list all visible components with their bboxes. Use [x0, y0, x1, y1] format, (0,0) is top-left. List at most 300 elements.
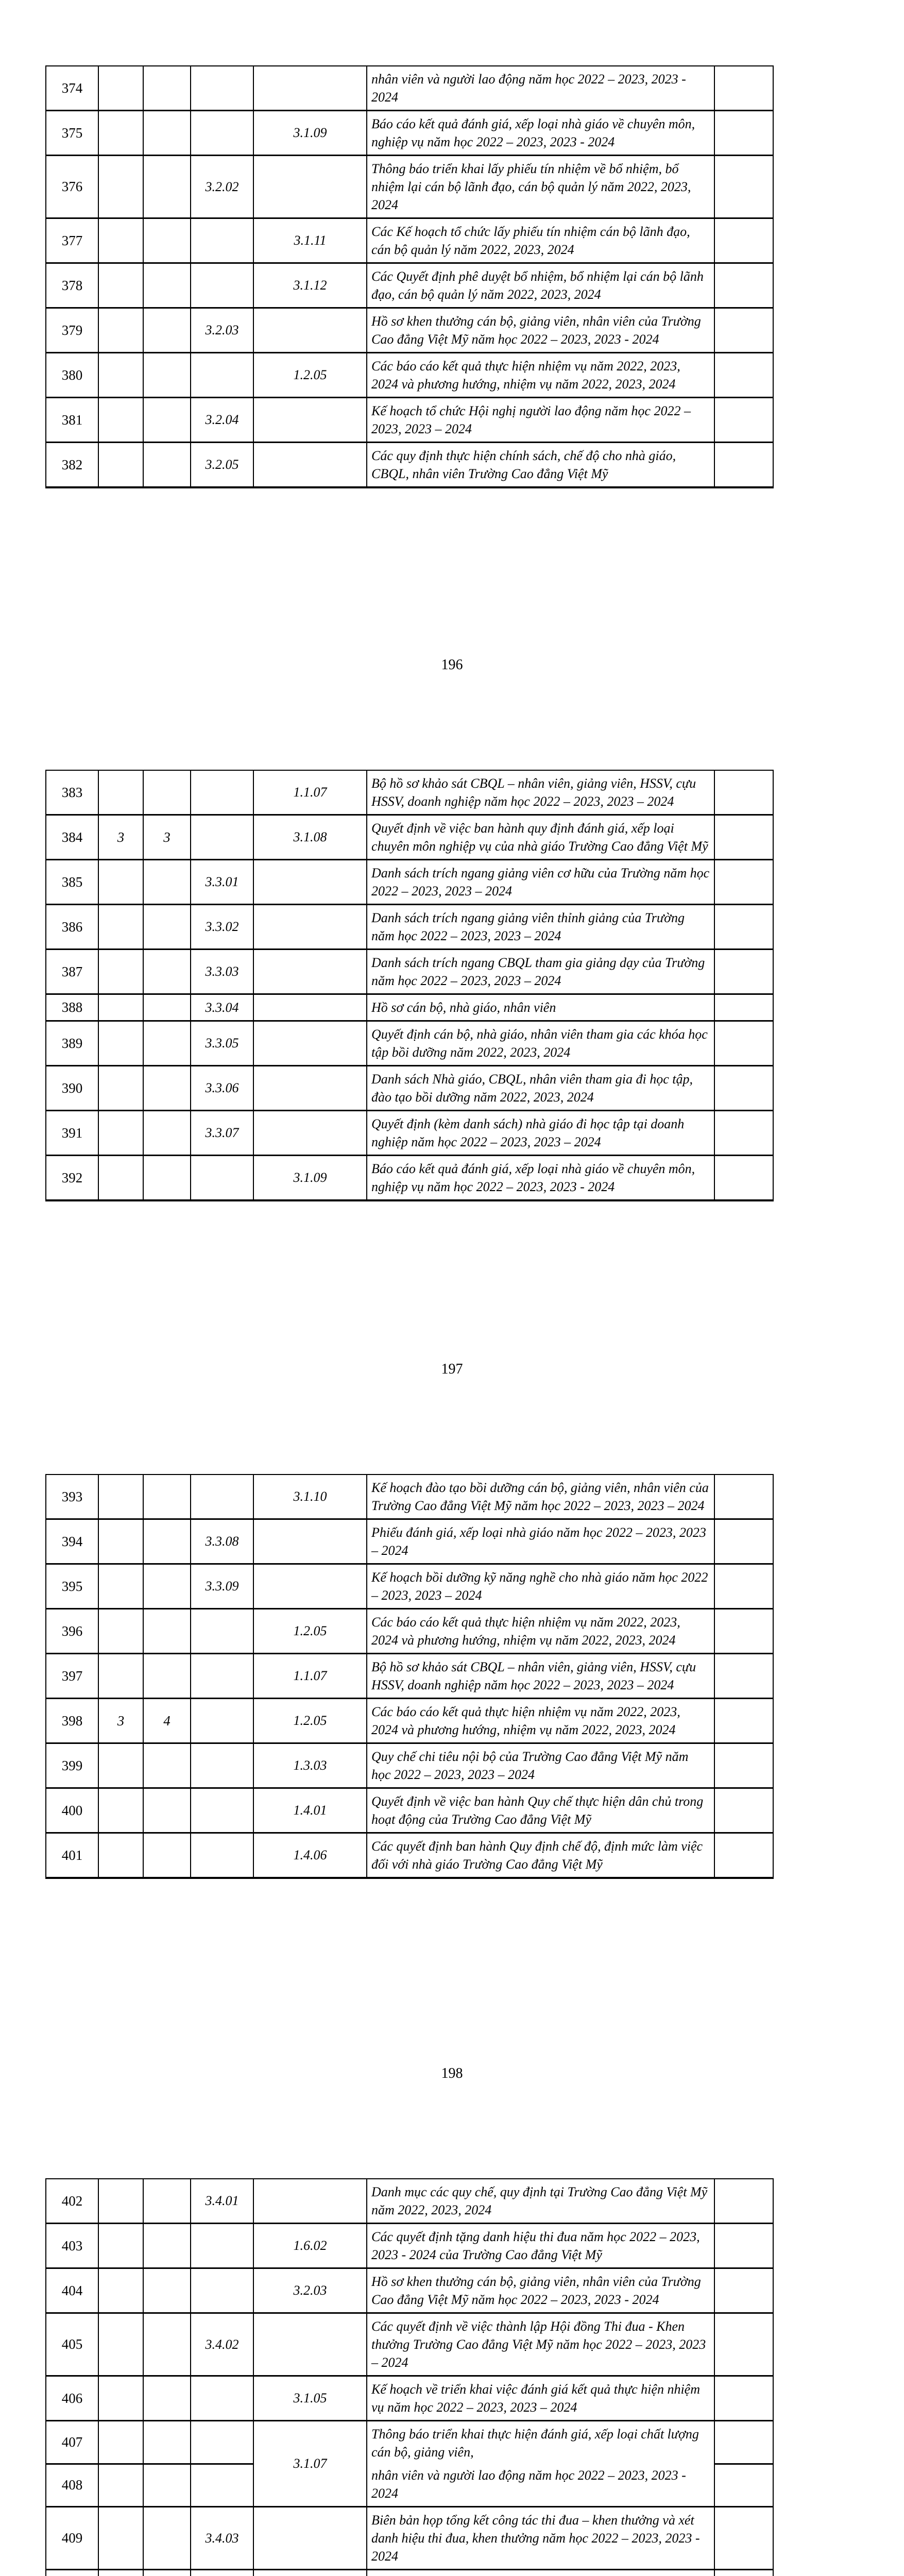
row-number-cell: 387 [46, 950, 98, 994]
row-number-cell: 402 [46, 2179, 98, 2224]
evidence-code-cell-left [191, 2376, 253, 2421]
note-cell [714, 2313, 773, 2376]
criterion-number-cell [143, 263, 191, 308]
table-row [46, 66, 773, 111]
evidence-description-cell [367, 905, 714, 950]
table-row [46, 1066, 773, 1111]
criterion-number-cell [143, 1833, 191, 1878]
table-row [46, 156, 773, 218]
row-number-cell: 383 [46, 770, 98, 815]
table-row [46, 2268, 773, 2313]
table-row [46, 308, 773, 353]
description-paragraph: Quyết định (kèm danh sách) nhà giáo đi học tập tại doanh nghiệp năm học 2022 – 2023, 2023 – 2024 [371, 1115, 710, 1151]
evidence-description-cell [367, 2507, 714, 2570]
criterion-number-cell [143, 1021, 191, 1066]
standard-number-cell: 3 [98, 1699, 143, 1743]
standard-number-cell [98, 860, 143, 905]
evidence-description-cell [367, 2313, 714, 2376]
row-number-cell: 401 [46, 1833, 98, 1878]
criterion-number-cell [143, 2376, 191, 2421]
document-page-197 [0, 770, 904, 1409]
table-row [46, 263, 773, 308]
page-number: 197 [0, 1361, 904, 1378]
evidence-code-cell-right: 1.4.01 [253, 1788, 367, 1833]
description-paragraph: Các Kế hoạch tổ chức lấy phiếu tín nhiệm cán bộ lãnh đạo, cán bộ quản lý năm 2022, 2023, 2024 [371, 223, 710, 259]
evidence-code-cell-left: 3.4.03 [191, 2507, 253, 2570]
description-paragraph: Quyết định cán bộ, nhà giáo, nhân viên tham gia các khóa học tập bồi dưỡng năm 2022, 2023, 2024 [371, 1025, 710, 1061]
description-paragraph: Hồ sơ khen thưởng cán bộ, giảng viên, nhân viên của Trường Cao đẳng Việt Mỹ năm học 2022 – 2023, 2023 - 2024 [371, 2273, 710, 2309]
evidence-description-cell [367, 111, 714, 156]
standard-number-cell [98, 1111, 143, 1156]
table-row [46, 1743, 773, 1788]
row-number-cell: 407 [46, 2421, 98, 2464]
standard-number-cell [98, 770, 143, 815]
standard-number-cell [98, 950, 143, 994]
note-cell [714, 443, 773, 488]
note-cell [714, 950, 773, 994]
row-number-cell: 394 [46, 1519, 98, 1564]
description-paragraph: Các quyết định ban hành Quy định chế độ, định mức làm việc đối với nhà giáo Trường Cao đẳng Việt Mỹ [371, 1837, 710, 1873]
table-row [46, 443, 773, 488]
evidence-code-cell-left: 3.4.02 [191, 2313, 253, 2376]
note-cell [714, 218, 773, 263]
evidence-code-cell-left [191, 1788, 253, 1833]
evidence-code-cell-left [191, 1475, 253, 1519]
standard-number-cell [98, 1519, 143, 1564]
criterion-number-cell [143, 111, 191, 156]
table-row [46, 1654, 773, 1699]
evidence-code-cell-left: 3.3.02 [191, 905, 253, 950]
evidence-code-cell-right [253, 2179, 367, 2224]
row-number-cell: 390 [46, 1066, 98, 1111]
evidence-code-cell-right: 1.2.05 [253, 1699, 367, 1743]
row-number-cell: 382 [46, 443, 98, 488]
standard-number-cell [98, 2224, 143, 2268]
standard-number-cell [98, 1743, 143, 1788]
evidence-list-table [45, 65, 774, 488]
row-number-cell: 388 [46, 994, 98, 1021]
note-cell [714, 1519, 773, 1564]
table-row [46, 1111, 773, 1156]
evidence-code-cell-left [191, 2268, 253, 2313]
criterion-number-cell [143, 2224, 191, 2268]
note-cell [714, 1066, 773, 1111]
criterion-number-cell [143, 1111, 191, 1156]
standard-number-cell [98, 2464, 143, 2507]
page-number: 198 [0, 2065, 904, 2082]
evidence-description-cell [367, 2570, 714, 2576]
note-cell [714, 770, 773, 815]
evidence-code-cell-left: 3.3.07 [191, 1111, 253, 1156]
criterion-number-cell [143, 1519, 191, 1564]
row-number-cell: 403 [46, 2224, 98, 2268]
criterion-number-cell [143, 2464, 191, 2507]
note-cell [714, 156, 773, 218]
table-row [46, 2179, 773, 2224]
row-number-cell: 399 [46, 1743, 98, 1788]
evidence-description-cell [367, 2268, 714, 2313]
evidence-code-cell-right [253, 1564, 367, 1609]
description-paragraph: Các quyết định về việc thành lập Hội đồng Thi đua - Khen thưởng Trường Cao đẳng Việt Mỹ năm học 2022 – 2023, 2023 – 2024 [371, 2317, 710, 2371]
evidence-code-cell-left: 3.4.01 [191, 2179, 253, 2224]
evidence-code-cell-right: 1.1.07 [253, 770, 367, 815]
page-number: 196 [0, 657, 904, 673]
table-row [46, 2570, 773, 2576]
evidence-description-cell [367, 218, 714, 263]
evidence-code-cell-right: 1.1.07 [253, 1654, 367, 1699]
evidence-description-cell [367, 1743, 714, 1788]
evidence-description-cell [367, 1021, 714, 1066]
evidence-description-cell [367, 1788, 714, 1833]
note-cell [714, 263, 773, 308]
criterion-number-cell [143, 1066, 191, 1111]
standard-number-cell [98, 2507, 143, 2570]
description-paragraph: Quyết định về việc ban hành Quy chế thực hiện dân chủ trong hoạt động của Trường Cao đẳng Việt Mỹ [371, 1792, 710, 1828]
evidence-code-cell-right: 1.2.05 [253, 353, 367, 398]
note-cell [714, 2179, 773, 2224]
evidence-code-cell-right: 3.1.08 [253, 815, 367, 860]
evidence-code-cell-right [253, 905, 367, 950]
standard-number-cell [98, 1066, 143, 1111]
evidence-code-cell-right: 1.3.03 [253, 1743, 367, 1788]
evidence-code-cell-left [191, 1156, 253, 1201]
standard-number-cell [98, 1833, 143, 1878]
criterion-number-cell [143, 1475, 191, 1519]
table-row [46, 1788, 773, 1833]
standard-number-cell [98, 156, 143, 218]
table-row [46, 1021, 773, 1066]
evidence-code-cell-right: 3.1.07 [253, 2421, 367, 2507]
criterion-number-cell [143, 2268, 191, 2313]
evidence-description-cell [367, 443, 714, 488]
evidence-code-cell-left: 3.2.05 [191, 443, 253, 488]
evidence-description-cell [367, 1111, 714, 1156]
document-page-198 [0, 1474, 904, 2113]
evidence-code-cell-right: 3.1.09 [253, 111, 367, 156]
evidence-code-cell-left [191, 2464, 253, 2507]
note-cell [714, 2268, 773, 2313]
evidence-code-cell-left: 3.3.01 [191, 860, 253, 905]
note-cell [714, 2570, 773, 2576]
evidence-code-cell-right: 3.1.11 [253, 218, 367, 263]
evidence-code-cell-right: 3.1.12 [253, 263, 367, 308]
evidence-code-cell-right [253, 950, 367, 994]
description-paragraph: Các báo cáo kết quả thực hiện nhiệm vụ năm 2022, 2023, 2024 và phương hướng, nhiệm vụ năm 2022, 2023, 2024 [371, 1703, 710, 1739]
document-page-199 [0, 2178, 904, 2576]
standard-number-cell [98, 308, 143, 353]
evidence-code-cell-left [191, 1609, 253, 1654]
description-paragraph: Báo cáo kết quả đánh giá, xếp loại nhà giáo về chuyên môn, nghiệp vụ năm học 2022 – 2023, 2023 - 2024 [371, 1160, 710, 1196]
standard-number-cell [98, 2179, 143, 2224]
evidence-code-cell-right [253, 1066, 367, 1111]
note-cell [714, 1788, 773, 1833]
row-number-cell: 408 [46, 2464, 98, 2507]
row-number-cell: 379 [46, 308, 98, 353]
evidence-description-cell [367, 263, 714, 308]
note-cell [714, 398, 773, 443]
standard-number-cell [98, 1021, 143, 1066]
row-number-cell: 374 [46, 66, 98, 111]
evidence-code-cell-left: 3.3.03 [191, 950, 253, 994]
row-number-cell: 384 [46, 815, 98, 860]
evidence-code-cell-left [191, 2570, 253, 2576]
note-cell [714, 1654, 773, 1699]
note-cell [714, 2464, 773, 2507]
standard-number-cell: 3 [98, 815, 143, 860]
evidence-code-cell-left [191, 1699, 253, 1743]
description-paragraph: Thông báo triển khai lấy phiếu tín nhiệm về bổ nhiệm, bổ nhiệm lại cán bộ lãnh đạo, cán bộ quản lý năm 2022, 2023, 2024 [371, 160, 710, 214]
description-paragraph: Hồ sơ cán bộ, nhà giáo, nhân viên [371, 998, 710, 1016]
criterion-number-cell [143, 1609, 191, 1654]
standard-number-cell [98, 443, 143, 488]
evidence-description-cell [367, 1564, 714, 1609]
evidence-code-cell-right: 3.1.05 [253, 2376, 367, 2421]
evidence-code-cell-left [191, 111, 253, 156]
criterion-number-cell [143, 905, 191, 950]
note-cell [714, 308, 773, 353]
row-number-cell: 396 [46, 1609, 98, 1654]
evidence-code-cell-right [253, 443, 367, 488]
table-row [46, 1564, 773, 1609]
evidence-code-cell-left: 3.3.05 [191, 1021, 253, 1066]
criterion-number-cell [143, 2570, 191, 2576]
standard-number-cell [98, 2376, 143, 2421]
evidence-description-cell [367, 1654, 714, 1699]
note-cell [714, 994, 773, 1021]
evidence-code-cell-left [191, 2224, 253, 2268]
row-number-cell: 404 [46, 2268, 98, 2313]
evidence-code-cell-right [253, 1519, 367, 1564]
description-paragraph: Các báo cáo kết quả thực hiện nhiệm vụ năm 2022, 2023, 2024 và phương hướng, nhiệm vụ năm 2022, 2023, 2024 [371, 1613, 710, 1649]
table-row [46, 1156, 773, 1201]
standard-number-cell [98, 1609, 143, 1654]
row-number-cell: 385 [46, 860, 98, 905]
evidence-description-cell [367, 1609, 714, 1654]
note-cell [714, 815, 773, 860]
note-cell [714, 2421, 773, 2464]
criterion-number-cell [143, 2421, 191, 2464]
evidence-description-cell [367, 1699, 714, 1743]
table-row [46, 905, 773, 950]
evidence-description-cell [367, 66, 714, 111]
description-paragraph: Kế hoạch bồi dưỡng kỹ năng nghề cho nhà giáo năm học 2022 – 2023, 2023 – 2024 [371, 1568, 710, 1604]
evidence-code-cell-left: 3.3.06 [191, 1066, 253, 1111]
description-paragraph: Báo cáo kết quả đánh giá, xếp loại nhà giáo về chuyên môn, nghiệp vụ năm học 2022 – 2023, 2023 - 2024 [371, 115, 710, 151]
description-paragraph [371, 2574, 710, 2576]
standard-number-cell [98, 398, 143, 443]
table-row [46, 398, 773, 443]
evidence-code-cell-right [253, 2313, 367, 2376]
description-paragraph: Các báo cáo kết quả thực hiện nhiệm vụ năm 2022, 2023, 2024 và phương hướng, nhiệm vụ năm 2022, 2023, 2024 [371, 357, 710, 393]
table-row [46, 815, 773, 860]
evidence-code-cell-right: 3.1.10 [253, 1475, 367, 1519]
description-paragraph: Danh sách trích ngang CBQL tham gia giảng dạy của Trường năm học 2022 – 2023, 2023 – 2024 [371, 954, 710, 990]
evidence-description-cell [367, 2421, 714, 2507]
note-cell [714, 1699, 773, 1743]
row-number-cell: 393 [46, 1475, 98, 1519]
evidence-code-cell-right [253, 994, 367, 1021]
evidence-code-cell-right: 1.4.06 [253, 1833, 367, 1878]
document-page-196 [0, 65, 904, 704]
standard-number-cell [98, 2570, 143, 2576]
standard-number-cell [98, 905, 143, 950]
evidence-code-cell-left: 3.3.04 [191, 994, 253, 1021]
evidence-code-cell-right: 1.2.05 [253, 1609, 367, 1654]
description-paragraph: Các quy định thực hiện chính sách, chế độ cho nhà giáo, CBQL, nhân viên Trường Cao đẳng Việt Mỹ [371, 447, 710, 483]
description-paragraph: Danh mục các quy chế, quy định tại Trường Cao đẳng Việt Mỹ năm 2022, 2023, 2024 [371, 2183, 710, 2219]
table-row [46, 860, 773, 905]
criterion-number-cell [143, 1654, 191, 1699]
evidence-description-cell [367, 2224, 714, 2268]
evidence-code-cell-right [253, 308, 367, 353]
evidence-code-cell-left [191, 770, 253, 815]
row-number-cell: 389 [46, 1021, 98, 1066]
description-paragraph: Các quyết định tặng danh hiệu thi đua năm học 2022 – 2023, 2023 - 2024 của Trường Cao đẳng Việt Mỹ [371, 2228, 710, 2264]
table-row [46, 2313, 773, 2376]
evidence-code-cell-right [253, 2570, 367, 2576]
evidence-description-cell [367, 815, 714, 860]
standard-number-cell [98, 1564, 143, 1609]
note-cell [714, 2376, 773, 2421]
evidence-description-cell [367, 1066, 714, 1111]
standard-number-cell [98, 2268, 143, 2313]
evidence-description-cell [367, 950, 714, 994]
row-number-cell: 395 [46, 1564, 98, 1609]
evidence-description-cell [367, 1833, 714, 1878]
evidence-code-cell-left: 3.3.09 [191, 1564, 253, 1609]
note-cell [714, 905, 773, 950]
criterion-number-cell [143, 860, 191, 905]
row-number-cell: 406 [46, 2376, 98, 2421]
row-number-cell: 397 [46, 1654, 98, 1699]
evidence-code-cell-left: 3.2.04 [191, 398, 253, 443]
description-paragraph: Biên bản họp tổng kết công tác thi đua – khen thưởng và xét danh hiệu thi đua, khen thưởng năm học 2022 – 2023, 2023 - 2024 [371, 2511, 710, 2565]
evidence-description-cell [367, 353, 714, 398]
criterion-number-cell [143, 66, 191, 111]
evidence-code-cell-left: 3.3.08 [191, 1519, 253, 1564]
standard-number-cell [98, 1788, 143, 1833]
row-number-cell: 377 [46, 218, 98, 263]
evidence-code-cell-right [253, 156, 367, 218]
criterion-number-cell [143, 218, 191, 263]
note-cell [714, 111, 773, 156]
row-number-cell: 392 [46, 1156, 98, 1201]
evidence-code-cell-right [253, 2507, 367, 2570]
evidence-description-cell [367, 398, 714, 443]
evidence-description-cell [367, 1156, 714, 1201]
evidence-description-cell [367, 2376, 714, 2421]
evidence-code-cell-left [191, 2421, 253, 2464]
standard-number-cell [98, 2313, 143, 2376]
criterion-number-cell [143, 1156, 191, 1201]
note-cell [714, 1743, 773, 1788]
evidence-description-cell [367, 770, 714, 815]
description-paragraph: nhân viên và người lao động năm học 2022 – 2023, 2023 - 2024 [371, 2466, 710, 2502]
description-paragraph: Các Quyết định phê duyệt bổ nhiệm, bổ nhiệm lại cán bộ lãnh đạo, cán bộ quản lý năm 2022, 2023, 2024 [371, 267, 710, 303]
table-row [46, 1609, 773, 1654]
evidence-code-cell-right: 3.2.03 [253, 2268, 367, 2313]
evidence-description-cell [367, 1519, 714, 1564]
evidence-list-table [45, 2178, 774, 2576]
row-number-cell: 375 [46, 111, 98, 156]
standard-number-cell [98, 111, 143, 156]
table-row [46, 353, 773, 398]
standard-number-cell [98, 263, 143, 308]
criterion-number-cell [143, 1743, 191, 1788]
description-paragraph: Kế hoạch đào tạo bồi dưỡng cán bộ, giảng viên, nhân viên của Trường Cao đẳng Việt Mỹ năm học 2022 – 2023, 2023 – 2024 [371, 1479, 710, 1515]
note-cell [714, 1833, 773, 1878]
table-row [46, 1519, 773, 1564]
evidence-code-cell-right: 3.1.09 [253, 1156, 367, 1201]
criterion-number-cell [143, 994, 191, 1021]
criterion-number-cell: 4 [143, 1699, 191, 1743]
row-number-cell: 376 [46, 156, 98, 218]
standard-number-cell [98, 218, 143, 263]
standard-number-cell [98, 66, 143, 111]
description-paragraph: Quyết định về việc ban hành quy định đánh giá, xếp loại chuyên môn nghiệp vụ của nhà giáo Trường Cao đẳng Việt Mỹ [371, 819, 710, 855]
standard-number-cell [98, 994, 143, 1021]
evidence-code-cell-left [191, 1743, 253, 1788]
evidence-description-cell [367, 994, 714, 1021]
note-cell [714, 353, 773, 398]
evidence-code-cell-right [253, 1111, 367, 1156]
note-cell [714, 1564, 773, 1609]
evidence-description-cell [367, 308, 714, 353]
row-number-cell: 391 [46, 1111, 98, 1156]
evidence-code-cell-left [191, 218, 253, 263]
evidence-code-cell-right [253, 66, 367, 111]
evidence-description-cell [367, 2179, 714, 2224]
evidence-code-cell-left [191, 263, 253, 308]
standard-number-cell [98, 1475, 143, 1519]
criterion-number-cell [143, 353, 191, 398]
note-cell [714, 66, 773, 111]
evidence-description-cell [367, 860, 714, 905]
note-cell [714, 1021, 773, 1066]
description-paragraph: Phiếu đánh giá, xếp loại nhà giáo năm học 2022 – 2023, 2023 – 2024 [371, 1523, 710, 1560]
evidence-list-table [45, 770, 774, 1201]
evidence-code-cell-left [191, 66, 253, 111]
row-number-cell: 405 [46, 2313, 98, 2376]
row-number-cell: 386 [46, 905, 98, 950]
description-paragraph: Danh sách trích ngang giảng viên thỉnh giảng của Trường năm học 2022 – 2023, 2023 – 2024 [371, 909, 710, 945]
table-row [46, 994, 773, 1021]
criterion-number-cell [143, 2179, 191, 2224]
description-paragraph: Bộ hồ sơ khảo sát CBQL – nhân viên, giảng viên, HSSV, cựu HSSV, doanh nghiệp năm học 2022 – 2023, 2023 – 2024 [371, 1658, 710, 1694]
row-number-cell: 400 [46, 1788, 98, 1833]
table-row [46, 950, 773, 994]
note-cell [714, 1111, 773, 1156]
standard-number-cell [98, 1156, 143, 1201]
standard-number-cell [98, 1654, 143, 1699]
table-row [46, 1699, 773, 1743]
row-number-cell: 409 [46, 2507, 98, 2570]
evidence-code-cell-left [191, 353, 253, 398]
description-paragraph: nhân viên và người lao động năm học 2022 – 2023, 2023 - 2024 [371, 70, 710, 106]
criterion-number-cell [143, 770, 191, 815]
standard-number-cell [98, 353, 143, 398]
row-number-cell: 398 [46, 1699, 98, 1743]
description-paragraph: Thông báo triển khai thực hiện đánh giá, xếp loại chất lượng cán bộ, giảng viên, [371, 2425, 710, 2461]
evidence-code-cell-right [253, 1021, 367, 1066]
criterion-number-cell [143, 398, 191, 443]
evidence-code-cell-left [191, 1654, 253, 1699]
evidence-code-cell-left: 3.2.03 [191, 308, 253, 353]
criterion-number-cell [143, 308, 191, 353]
evidence-code-cell-right [253, 398, 367, 443]
evidence-code-cell-left [191, 1833, 253, 1878]
table-row [46, 770, 773, 815]
